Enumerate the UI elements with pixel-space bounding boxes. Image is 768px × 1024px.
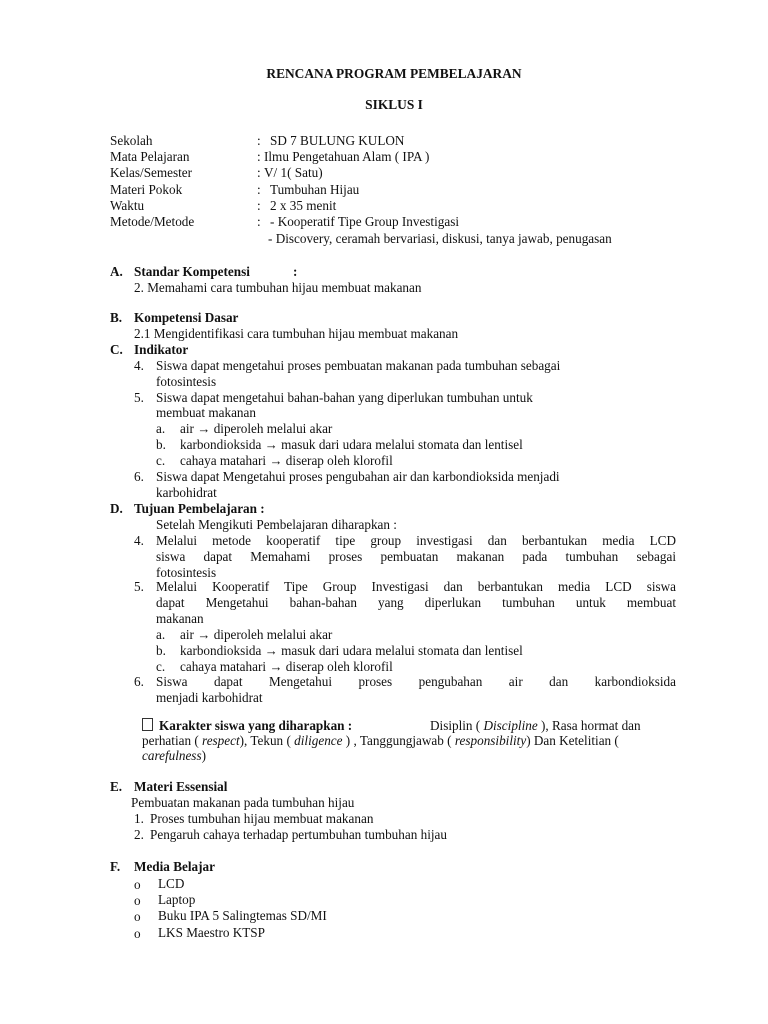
section-d-intro: Setelah Mengikuti Pembelajaran diharapkan : xyxy=(156,517,397,532)
objective-text: Melalui Kooperatif Tipe Group Investigasi dan berbantukan media LCD siswa xyxy=(156,579,676,594)
character-text: ) Dan Ketelitian ( xyxy=(526,733,619,748)
sub-text: cahaya matahari → diserap oleh klorofil xyxy=(180,659,393,674)
list-number: 6. xyxy=(134,469,144,484)
identity-sep: : xyxy=(257,165,261,180)
sub-letter: c. xyxy=(156,659,166,674)
identity-label: Kelas/Semester xyxy=(110,165,193,180)
bullet-icon: o xyxy=(134,909,141,924)
bullet-icon: o xyxy=(134,926,141,941)
document-title: RENCANA PROGRAM PEMBELAJARAN xyxy=(266,66,522,81)
character-line-3 xyxy=(142,748,206,764)
section-a-colon: : xyxy=(293,264,298,279)
indicator-text: fotosintesis xyxy=(156,374,217,389)
section-a-item: 2. Memahami cara tumbuhan hijau membuat makanan xyxy=(134,280,422,295)
list-number: 1. xyxy=(134,811,144,826)
document-subtitle: SIKLUS I xyxy=(365,97,423,112)
character-term: respect xyxy=(202,733,240,748)
sub-text: karbondioksida → masuk dari udara melalui stomata dan lentisel xyxy=(180,437,523,452)
section-f-heading: Media Belajar xyxy=(134,859,215,874)
character-term: Discipline xyxy=(483,718,538,733)
section-b-heading: Kompetensi Dasar xyxy=(134,310,239,325)
indicator-text: Siswa dapat mengetahui proses pembuatan makanan pada tumbuhan sebagai xyxy=(156,358,561,373)
identity-value: - Kooperatif Tipe Group Investigasi xyxy=(270,214,459,229)
identity-value: 2 x 35 menit xyxy=(270,198,337,213)
sub-text: air → diperoleh melalui akar xyxy=(180,421,333,436)
sub-letter: b. xyxy=(156,643,166,658)
materi-item: Proses tumbuhan hijau membuat makanan xyxy=(150,811,374,826)
identity-label: Mata Pelajaran xyxy=(110,149,190,164)
objective-text: makanan xyxy=(156,611,204,626)
character-values-1 xyxy=(430,718,641,734)
sub-letter: a. xyxy=(156,627,166,642)
list-number: 5. xyxy=(134,390,144,405)
section-letter: F. xyxy=(110,859,121,874)
character-text: ) , Tanggungjawab ( xyxy=(342,733,455,748)
character-term: diligence xyxy=(294,733,343,748)
list-number: 2. xyxy=(134,827,144,842)
character-term: responsibility xyxy=(454,733,527,748)
indicator-text: Siswa dapat Mengetahui proses pengubahan air dan karbondioksida menjadi xyxy=(156,469,560,484)
media-item: LCD xyxy=(158,876,185,891)
sub-text: karbondioksida → masuk dari udara melalui stomata dan lentisel xyxy=(180,643,523,658)
media-item: Buku IPA 5 Salingtemas SD/MI xyxy=(158,908,327,923)
objective-text: siswa dapat Memahami proses pembuatan makanan pada tumbuhan sebagai xyxy=(156,549,676,564)
checkbox-icon xyxy=(142,718,153,731)
sub-letter: b. xyxy=(156,437,166,452)
character-heading: Karakter siswa yang diharapkan : xyxy=(159,718,353,733)
indicator-text: karbohidrat xyxy=(156,485,217,500)
sub-text: cahaya matahari → diserap oleh klorofil xyxy=(180,453,393,468)
media-item: LKS Maestro KTSP xyxy=(158,925,265,940)
list-number: 4. xyxy=(134,358,144,373)
objective-text: fotosintesis xyxy=(156,565,217,580)
identity-sep: : xyxy=(257,198,261,213)
identity-value: SD 7 BULUNG KULON xyxy=(270,133,405,148)
character-text: Disiplin ( xyxy=(430,718,484,733)
character-term: carefulness xyxy=(142,748,202,763)
identity-label: Sekolah xyxy=(110,133,153,148)
section-letter: D. xyxy=(110,501,123,516)
list-number: 5. xyxy=(134,579,144,594)
section-a-heading: Standar Kompetensi xyxy=(134,264,250,279)
identity-sep: : xyxy=(257,214,261,229)
section-e-heading: Materi Essensial xyxy=(134,779,228,794)
character-text: ), Rasa hormat dan xyxy=(537,718,641,733)
list-number: 6. xyxy=(134,674,144,689)
section-d-heading: Tujuan Pembelajaran : xyxy=(134,501,265,516)
bullet-icon: o xyxy=(134,877,141,892)
section-letter: C. xyxy=(110,342,123,357)
section-e-intro: Pembuatan makanan pada tumbuhan hijau xyxy=(131,795,355,810)
section-c-heading: Indikator xyxy=(134,342,189,357)
sub-letter: c. xyxy=(156,453,166,468)
identity-value: V/ 1( Satu) xyxy=(264,165,323,180)
indicator-text: membuat makanan xyxy=(156,405,256,420)
objective-text: Melalui metode kooperatif tipe group investigasi dan berbantukan media LCD xyxy=(156,533,676,548)
character-text: perhatian ( xyxy=(142,733,203,748)
objective-text: dapat Mengetahui bahan-bahan yang diperlukan tumbuhan untuk membuat xyxy=(156,595,676,610)
objective-text: Siswa dapat Mengetahui proses pengubahan air dan karbondioksida xyxy=(156,674,676,689)
materi-item: Pengaruh cahaya terhadap pertumbuhan tumbuhan hijau xyxy=(150,827,447,842)
identity-sep: : xyxy=(257,133,261,148)
section-b-item: 2.1 Mengidentifikasi cara tumbuhan hijau membuat makanan xyxy=(134,326,459,341)
character-line-2 xyxy=(142,733,619,749)
list-number: 4. xyxy=(134,533,144,548)
identity-label: Metode/Metode xyxy=(110,214,195,229)
method-extra: - Discovery, ceramah bervariasi, diskusi, tanya jawab, penugasan xyxy=(268,231,612,246)
character-text: ), Tekun ( xyxy=(239,733,295,748)
indicator-text: Siswa dapat mengetahui bahan-bahan yang diperlukan tumbuhan untuk xyxy=(156,390,533,405)
identity-value: Ilmu Pengetahuan Alam ( IPA ) xyxy=(264,149,430,164)
bullet-icon: o xyxy=(134,893,141,908)
objective-text: menjadi karbohidrat xyxy=(156,690,263,705)
identity-label: Waktu xyxy=(110,198,145,213)
sub-letter: a. xyxy=(156,421,166,436)
identity-value: Tumbuhan Hijau xyxy=(270,182,360,197)
identity-sep: : xyxy=(257,182,261,197)
character-text: ) xyxy=(201,748,206,763)
identity-label: Materi Pokok xyxy=(110,182,183,197)
sub-text: air → diperoleh melalui akar xyxy=(180,627,333,642)
character-line-1 xyxy=(142,718,352,734)
section-letter: B. xyxy=(110,310,123,325)
section-letter: A. xyxy=(110,264,123,279)
media-item: Laptop xyxy=(158,892,196,907)
identity-sep: : xyxy=(257,149,261,164)
section-letter: E. xyxy=(110,779,123,794)
